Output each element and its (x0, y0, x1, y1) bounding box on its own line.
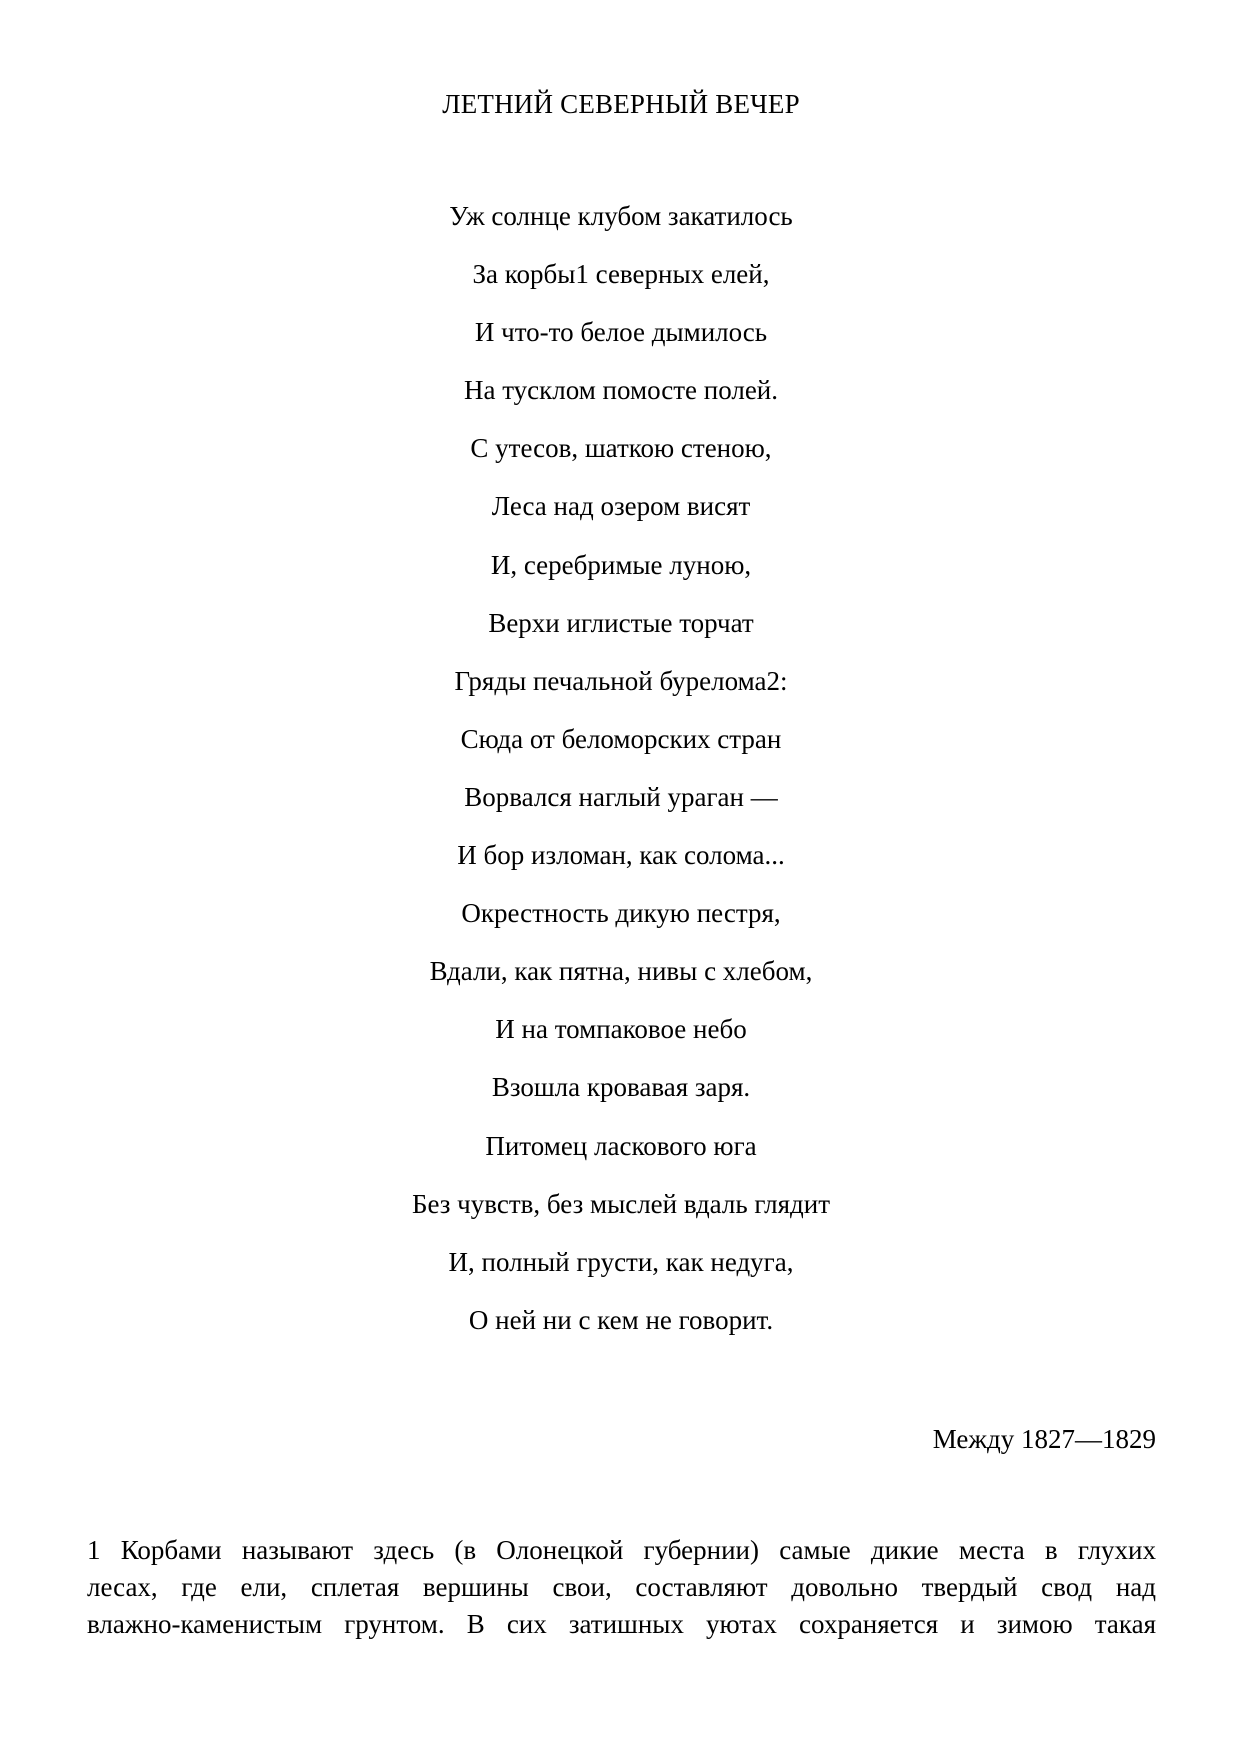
poem-line: Ворвался наглый ураган — (464, 781, 778, 812)
poem-line: Сюда от беломорских стран (460, 723, 782, 754)
poem-line: На тусклом помосте полей. (463, 375, 779, 406)
poem-line: Без чувств, без мыслей вдаль глядит (411, 1188, 831, 1219)
poem-line: За корбы1 северных елей, (472, 259, 770, 290)
poem-line: И на томпаковое небо (495, 1014, 747, 1045)
poem-line: И бор изломан, как солома... (457, 840, 785, 871)
poem-line: И, серебримые луною, (490, 549, 752, 580)
poem-line: Верхи иглистые торчат (488, 607, 754, 638)
poem-line: Взошла кровавая заря. (491, 1072, 751, 1103)
poem-line: О ней ни с кем не говорит. (468, 1304, 774, 1335)
poem-line: И что-то белое дымилось (474, 317, 768, 348)
footnote-line: 1 Корбами называют здесь (в Олонецкой губернии) самые дикие места в глухих (87, 1535, 1156, 1565)
poem-body (0, 196, 1242, 1358)
poem-title: ЛЕТНИЙ СЕВЕРНЫЙ ВЕЧЕР (442, 89, 800, 119)
footnote (87, 1532, 1156, 1643)
poem-line: Вдали, как пятна, нивы с хлебом, (429, 956, 813, 987)
footnote-line: влажно-каменистым грунтом. В сих затишных уютах сохраняется и зимою такая (87, 1609, 1156, 1639)
poem-line: Питомец ласкового юга (485, 1130, 757, 1161)
poem-line: С утесов, шаткою стеною, (470, 433, 772, 464)
poem-date: Между 1827—1829 (932, 1424, 1156, 1454)
poem-line: Гряды печальной бурелома2: (454, 665, 788, 696)
poem-line: И, полный грусти, как недуга, (448, 1246, 794, 1277)
poem-line: Окрестность дикую пестря, (461, 898, 781, 929)
poem-line: Леса над озером висят (491, 491, 751, 522)
footnote-line: лесах, где ели, сплетая вершины свои, составляют довольно твердый свод над (87, 1572, 1156, 1602)
poem-line: Уж солнце клубом закатилось (449, 201, 793, 231)
